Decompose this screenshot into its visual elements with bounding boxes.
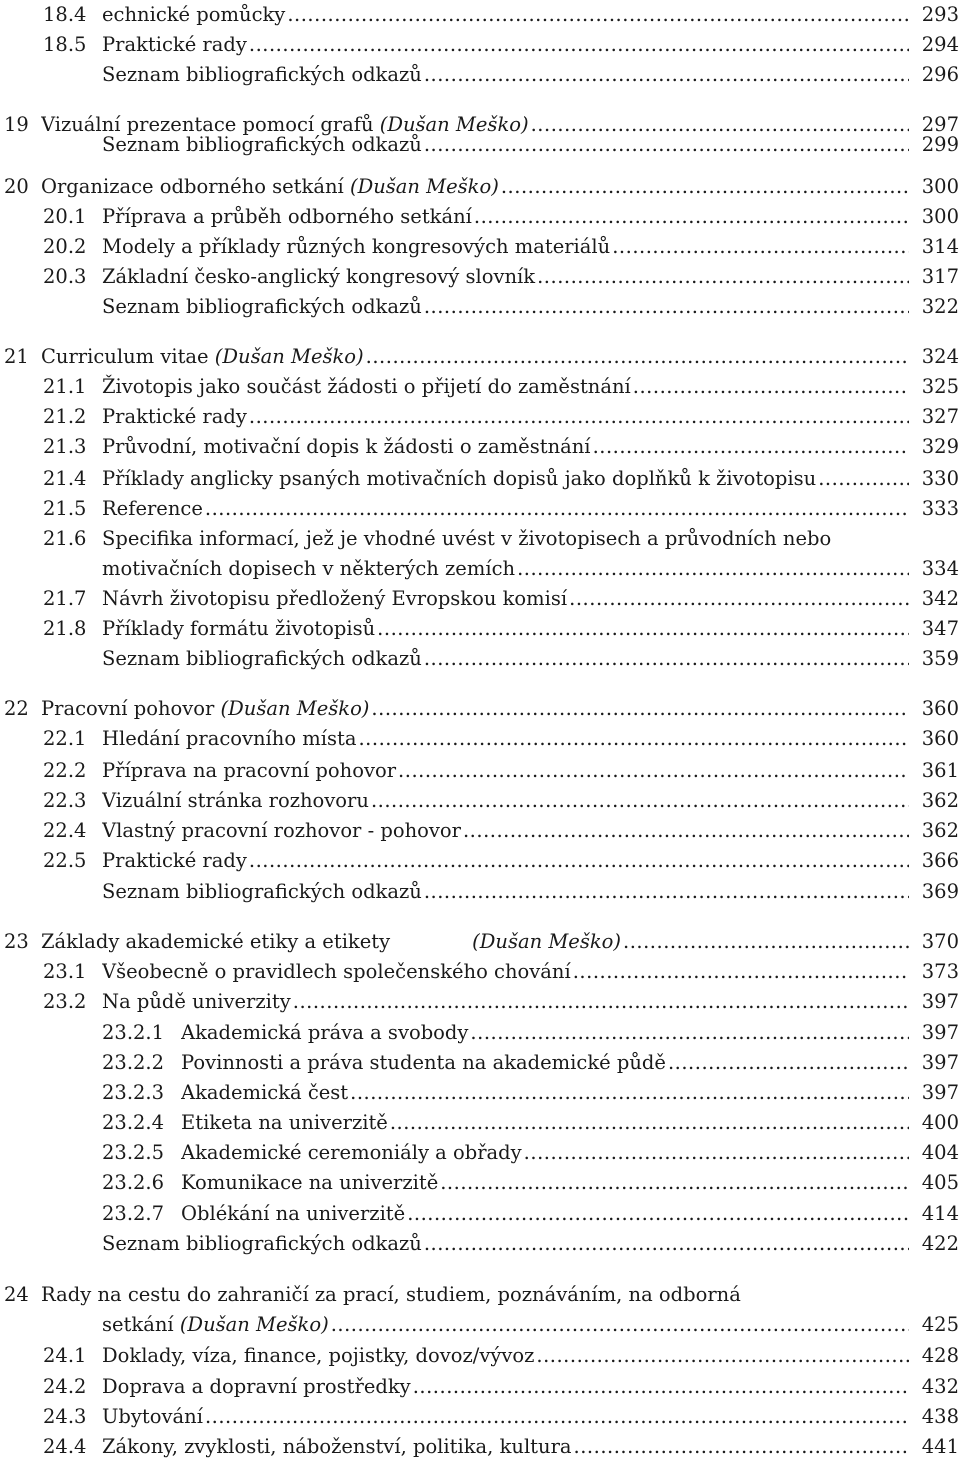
toc-chapter[interactable] <box>0 172 960 202</box>
toc-entry[interactable] <box>0 877 960 907</box>
toc-entry-number: 21.1 <box>43 375 87 398</box>
toc-entry[interactable] <box>0 1199 960 1229</box>
dot-leader <box>247 30 909 60</box>
dot-leader <box>364 342 909 372</box>
toc-entry[interactable] <box>0 1108 960 1138</box>
toc-entry-author: (Dušan Meško) <box>214 345 364 368</box>
dot-leader <box>499 172 909 202</box>
toc-entry[interactable] <box>0 202 960 232</box>
dot-leader <box>422 292 909 322</box>
toc-page-number: 300 <box>921 175 959 198</box>
toc-entry-title: Praktické rady <box>102 33 247 56</box>
toc-page-number: 360 <box>921 727 959 750</box>
toc-entry[interactable] <box>0 1310 960 1340</box>
toc-entry-number: 21.5 <box>43 497 87 520</box>
toc-entry-title: Doklady, víza, finance, pojistky, dovoz/vývoz <box>102 1344 535 1367</box>
toc-entry[interactable] <box>0 584 960 614</box>
toc-page-number: 441 <box>921 1435 959 1458</box>
dot-leader <box>203 494 909 524</box>
toc-entry-number: 24.2 <box>43 1375 87 1398</box>
dot-leader <box>535 262 909 292</box>
toc-page-number: 404 <box>921 1141 959 1164</box>
dot-leader <box>348 1078 909 1108</box>
toc-entry-title: Rady na cestu do zahraničí za prací, studiem, poznáváním, na odborná <box>41 1283 741 1306</box>
toc-entry-title: Doprava a dopravní prostředky <box>102 1375 411 1398</box>
toc-entry-title: Komunikace na univerzitě <box>181 1171 439 1194</box>
toc-entry-title: Praktické rady <box>102 849 247 872</box>
toc-entry[interactable] <box>0 957 960 987</box>
toc-page-number: 327 <box>921 405 959 428</box>
toc-entry-number: 19 <box>4 113 29 136</box>
toc-page-number: 438 <box>921 1405 959 1428</box>
dot-leader <box>247 402 909 432</box>
dot-leader <box>567 584 909 614</box>
dot-leader <box>411 1372 909 1402</box>
toc-entry-title: Hledání pracovního místa <box>102 727 357 750</box>
toc-page-number: 422 <box>921 1232 959 1255</box>
toc-entry-number: 21.7 <box>43 587 87 610</box>
toc-entry-number: 22.3 <box>43 789 87 812</box>
toc-page-number: 322 <box>921 295 959 318</box>
dot-leader <box>422 1229 909 1259</box>
toc-entry-number: 20 <box>4 175 29 198</box>
toc-entry[interactable] <box>0 846 960 876</box>
toc-entry-number: 24.1 <box>43 1344 87 1367</box>
toc-entry-author: (Dušan Meško) <box>179 1313 329 1336</box>
toc-chapter[interactable] <box>0 694 960 724</box>
toc-page-number: 299 <box>921 133 959 156</box>
toc-entry-author: (Dušan Meško) <box>379 113 529 136</box>
toc-entry-title: Základní česko-anglický kongresový slovník <box>102 265 536 288</box>
toc-entry-title: Etiketa na univerzitě <box>181 1111 388 1134</box>
toc-chapter[interactable] <box>0 1280 960 1310</box>
toc-entry-number: 21 <box>4 345 29 368</box>
toc-entry[interactable] <box>0 756 960 786</box>
toc-entry-number: 18.5 <box>43 33 87 56</box>
toc-entry-title: Vizuální prezentace pomocí grafů (Dušan Meško) <box>41 113 529 136</box>
toc-page-number: 414 <box>921 1202 959 1225</box>
dot-leader <box>422 644 909 674</box>
toc-entry[interactable] <box>0 0 960 30</box>
toc-entry[interactable] <box>0 432 960 462</box>
dot-leader <box>468 1018 909 1048</box>
dot-leader <box>572 1432 909 1462</box>
toc-entry-title: Seznam bibliografických odkazů <box>102 63 422 86</box>
toc-entry-title: Zákony, zvyklosti, náboženství, politika, kultura <box>102 1435 572 1458</box>
toc-page-number: 362 <box>921 819 959 842</box>
dot-leader <box>405 1199 909 1229</box>
toc-page-number: 317 <box>921 265 959 288</box>
toc-page-number: 314 <box>921 235 959 258</box>
dot-leader <box>515 554 909 584</box>
toc-page-number: 373 <box>921 960 959 983</box>
toc-page-number: 362 <box>921 789 959 812</box>
toc-entry[interactable] <box>0 724 960 754</box>
toc-entry-title: Seznam bibliografických odkazů <box>102 1232 422 1255</box>
toc-entry-number: 20.1 <box>43 205 87 228</box>
toc-entry-title: Příprava na pracovní pohovor <box>102 759 397 782</box>
toc-entry-title: Modely a příklady různých kongresových materiálů <box>102 235 611 258</box>
toc-entry[interactable] <box>0 1432 960 1462</box>
toc-entry[interactable] <box>0 786 960 816</box>
toc-entry-author: (Dušan Meško) <box>472 930 622 953</box>
toc-page-number: 397 <box>921 1081 959 1104</box>
toc-entry-number: 20.3 <box>43 265 87 288</box>
toc-page-number: 294 <box>921 33 959 56</box>
toc-entry[interactable] <box>0 1372 960 1402</box>
toc-entry-number: 22.1 <box>43 727 87 750</box>
dot-leader <box>461 816 909 846</box>
toc-page-number: 361 <box>921 759 959 782</box>
toc-entry-title: Příprava a průběh odborného setkání <box>102 205 472 228</box>
dot-leader <box>369 786 909 816</box>
toc-entry[interactable] <box>0 554 960 584</box>
toc-entry-number: 20.2 <box>43 235 87 258</box>
toc-page-number: 360 <box>921 697 959 720</box>
dot-leader <box>422 130 909 160</box>
toc-entry-author: (Dušan Meško) <box>220 697 370 720</box>
toc-entry[interactable] <box>0 987 960 1017</box>
toc-entry[interactable] <box>0 816 960 846</box>
dot-leader <box>621 927 909 957</box>
toc-page-number: 334 <box>921 557 959 580</box>
toc-entry-title: Základy akademické etiky a etikety (Dušan Meško) <box>41 930 622 953</box>
toc-entry-number: 23.2.2 <box>102 1051 165 1074</box>
toc-entry[interactable] <box>0 464 960 494</box>
toc-entry[interactable] <box>0 232 960 262</box>
toc-entry-title: Příklady formátu životopisů <box>102 617 376 640</box>
toc-entry-number: 23 <box>4 930 29 953</box>
toc-entry-number: 21.6 <box>43 527 87 550</box>
dot-leader <box>422 60 909 90</box>
toc-page-number: 296 <box>921 63 959 86</box>
toc-entry[interactable] <box>0 1168 960 1198</box>
toc-entry-title: Pracovní pohovor (Dušan Meško) <box>41 697 370 720</box>
toc-entry[interactable] <box>0 130 960 160</box>
toc-page-number: 347 <box>921 617 959 640</box>
toc-entry-title: Ubytování <box>102 1405 203 1428</box>
toc-entry-title: Seznam bibliografických odkazů <box>102 647 422 670</box>
toc-entry[interactable] <box>0 1078 960 1108</box>
toc-page-number: 369 <box>921 880 959 903</box>
toc-entry-title: Životopis jako součást žádosti o přijetí do zaměstnání <box>102 375 631 398</box>
toc-page-number: 405 <box>921 1171 959 1194</box>
toc-page-number: 342 <box>921 587 959 610</box>
toc-entry-title: Curriculum vitae (Dušan Meško) <box>41 345 364 368</box>
dot-leader <box>203 1402 909 1432</box>
toc-entry[interactable] <box>0 1018 960 1048</box>
toc-page-number: 293 <box>921 3 959 26</box>
toc-entry-number: 21.3 <box>43 435 87 458</box>
toc-page-number: 324 <box>921 345 959 368</box>
toc-chapter[interactable] <box>0 342 960 372</box>
toc-page-number: 366 <box>921 849 959 872</box>
toc-entry-number: 23.2.3 <box>102 1081 165 1104</box>
toc-page-number: 397 <box>921 990 959 1013</box>
toc-entry-number: 21.8 <box>43 617 87 640</box>
toc-entry[interactable] <box>0 644 960 674</box>
dot-leader <box>375 614 909 644</box>
dot-leader <box>285 0 909 30</box>
toc-page-number: 370 <box>921 930 959 953</box>
dot-leader <box>522 1138 909 1168</box>
dot-leader <box>571 957 909 987</box>
toc-entry-number: 24.3 <box>43 1405 87 1428</box>
toc-entry-title: Praktické rady <box>102 405 247 428</box>
toc-entry-title: Průvodní, motivační dopis k žádosti o zaměstnání <box>102 435 591 458</box>
toc-entry-number: 22.4 <box>43 819 87 842</box>
toc-entry-title: Povinnosti a práva studenta na akademické půdě <box>181 1051 666 1074</box>
toc-entry-title: Všeobecně o pravidlech společenského chování <box>102 960 571 983</box>
toc-entry[interactable] <box>0 1138 960 1168</box>
toc-page-number: 325 <box>921 375 959 398</box>
toc-chapter[interactable] <box>0 927 960 957</box>
dot-leader <box>291 987 909 1017</box>
toc-entry[interactable] <box>0 60 960 90</box>
toc-entry-title: Seznam bibliografických odkazů <box>102 133 422 156</box>
toc-page-number: 359 <box>921 647 959 670</box>
dot-leader <box>666 1048 909 1078</box>
dot-leader <box>247 846 909 876</box>
dot-leader <box>396 756 909 786</box>
toc-entry-title: Vlastný pracovní rozhovor - pohovor <box>102 819 461 842</box>
toc-entry-title: Návrh životopisu předložený Evropskou komisí <box>102 587 568 610</box>
toc-entry-title: setkání (Dušan Meško) <box>102 1313 329 1336</box>
toc-entry-number: 23.2.7 <box>102 1202 165 1225</box>
toc-page-number: 432 <box>921 1375 959 1398</box>
toc-entry-number: 23.2 <box>43 990 87 1013</box>
toc-page-number: 400 <box>921 1111 959 1134</box>
toc-entry-title: Akademická čest <box>181 1081 349 1104</box>
toc-page-number: 300 <box>921 205 959 228</box>
toc-entry[interactable] <box>0 292 960 322</box>
toc-page-number: 397 <box>921 1021 959 1044</box>
dot-leader <box>472 202 909 232</box>
toc-entry-number: 24 <box>4 1283 29 1306</box>
toc-entry-title: Akademické ceremoniály a obřady <box>181 1141 522 1164</box>
dot-leader <box>631 372 909 402</box>
toc-entry-title: echnické pomůcky <box>102 3 286 26</box>
dot-leader <box>422 877 909 907</box>
toc-entry-title: Specifika informací, jež je vhodné uvést v životopisech a průvodních nebo <box>102 527 832 550</box>
toc-page-number: 397 <box>921 1051 959 1074</box>
dot-leader <box>610 232 909 262</box>
toc-page-number: 297 <box>921 113 959 136</box>
toc-page-number: 425 <box>921 1313 959 1336</box>
dot-leader <box>591 432 909 462</box>
toc-entry-title: Na půdě univerzity <box>102 990 291 1013</box>
toc-entry[interactable] <box>0 614 960 644</box>
toc-entry-number: 23.2.4 <box>102 1111 165 1134</box>
toc-entry-title: motivačních dopisech v některých zemích <box>102 557 516 580</box>
toc-entry[interactable] <box>0 1402 960 1432</box>
toc-entry-number: 23.2.1 <box>102 1021 165 1044</box>
toc-page-number: 333 <box>921 497 959 520</box>
toc-entry-number: 21.4 <box>43 467 87 490</box>
toc-entry-number: 18.4 <box>43 3 87 26</box>
toc-entry-author: (Dušan Meško) <box>349 175 499 198</box>
toc-entry[interactable] <box>0 30 960 60</box>
toc-entry-number: 22 <box>4 697 29 720</box>
dot-leader <box>356 724 909 754</box>
toc-entry[interactable] <box>0 372 960 402</box>
toc-entry-number: 22.2 <box>43 759 87 782</box>
toc-page-number: 329 <box>921 435 959 458</box>
toc-entry-number: 22.5 <box>43 849 87 872</box>
toc-entry-number: 23.1 <box>43 960 87 983</box>
toc-page-number: 330 <box>921 467 959 490</box>
toc-entry[interactable] <box>0 1341 960 1371</box>
toc-entry-title: Seznam bibliografických odkazů <box>102 295 422 318</box>
toc-entry[interactable] <box>0 1048 960 1078</box>
toc-entry[interactable] <box>0 262 960 292</box>
toc-entry-title: Oblékání na univerzitě <box>181 1202 406 1225</box>
dot-leader <box>369 694 909 724</box>
toc-entry[interactable] <box>0 402 960 432</box>
toc-entry-number: 23.2.5 <box>102 1141 165 1164</box>
toc-entry-title: Organizace odborného setkání (Dušan Meško) <box>41 175 499 198</box>
toc-entry[interactable] <box>0 494 960 524</box>
dot-leader <box>438 1168 909 1198</box>
toc-page-number: 428 <box>921 1344 959 1367</box>
dot-leader <box>534 1341 909 1371</box>
toc-entry-number: 21.2 <box>43 405 87 428</box>
toc-entry-title: Akademická práva a svobody <box>181 1021 469 1044</box>
dot-leader <box>816 464 909 494</box>
dot-leader <box>388 1108 909 1138</box>
toc-entry-title: Vizuální stránka rozhovoru <box>102 789 369 812</box>
toc-entry-number: 23.2.6 <box>102 1171 165 1194</box>
toc-entry-title: Seznam bibliografických odkazů <box>102 880 422 903</box>
dot-leader <box>329 1310 909 1340</box>
toc-entry[interactable] <box>0 1229 960 1259</box>
toc-entry-title: Příklady anglicky psaných motivačních dopisů jako doplňků k životopisu <box>102 467 817 490</box>
toc-entry[interactable] <box>0 524 960 554</box>
toc-entry-title: Reference <box>102 497 203 520</box>
toc-entry-number: 24.4 <box>43 1435 87 1458</box>
